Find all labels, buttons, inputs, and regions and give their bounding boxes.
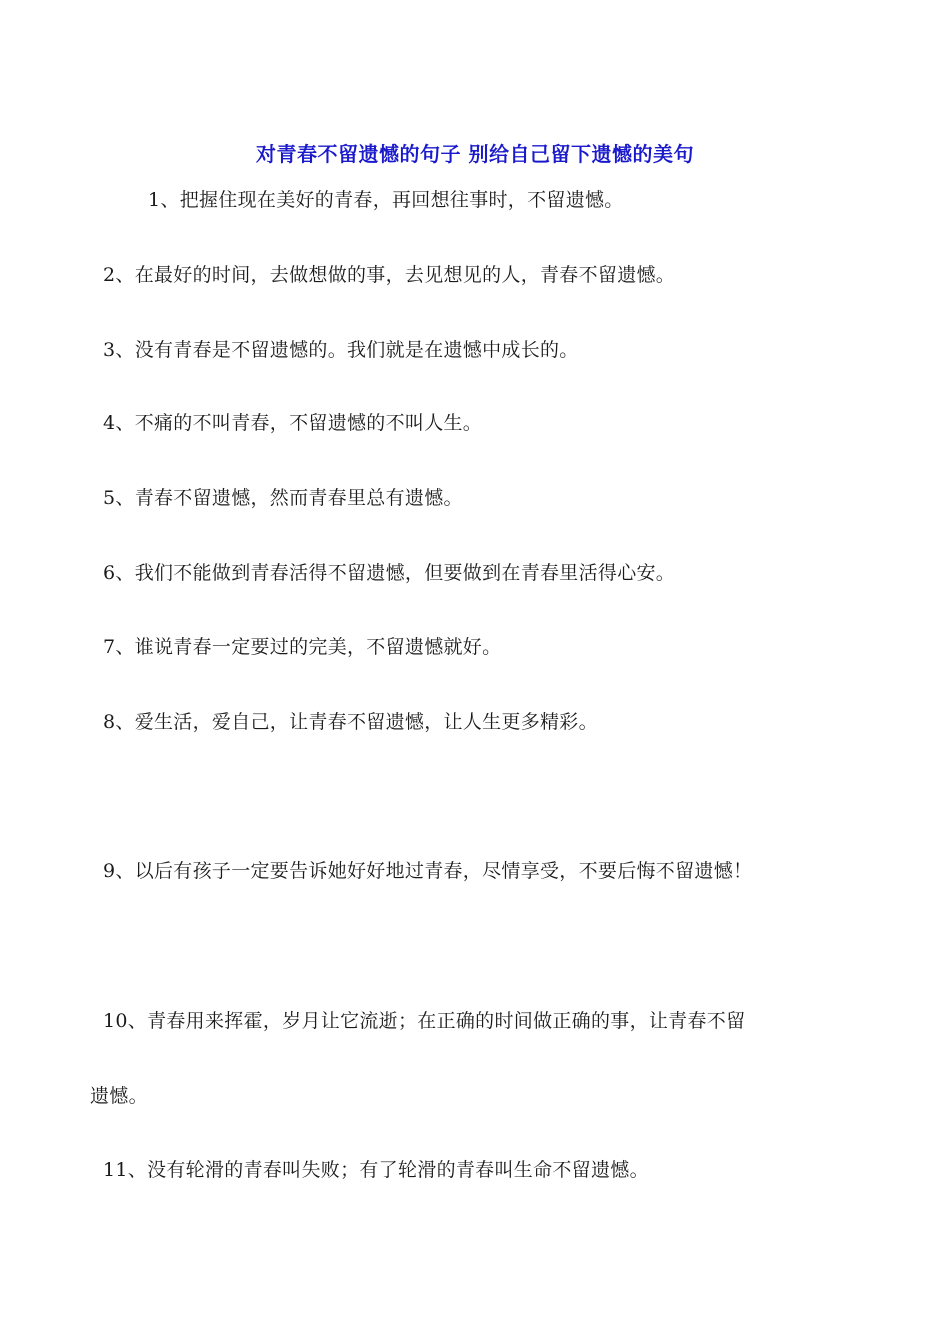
sentence-4: 4、不痛的不叫青春，不留遗憾的不叫人生。 — [103, 412, 483, 434]
sentence-11: 11、没有轮滑的青春叫失败；有了轮滑的青春叫生命不留遗憾。 — [103, 1159, 649, 1181]
sentence-10: 10、青春用来挥霍，岁月让它流逝；在正确的时间做正确的事，让青春不留 — [103, 1010, 746, 1032]
sentence-2: 2、在最好的时间，去做想做的事，去见想见的人，青春不留遗憾。 — [103, 264, 676, 286]
sentence-1: 1、把握住现在美好的青春，再回想往事时，不留遗憾。 — [148, 189, 624, 211]
sentence-5: 5、青春不留遗憾，然而青春里总有遗憾。 — [103, 487, 463, 509]
sentence-6: 6、我们不能做到青春活得不留遗憾，但要做到在青春里活得心安。 — [103, 562, 676, 584]
sentence-8: 8、爱生活，爱自己，让青春不留遗憾，让人生更多精彩。 — [103, 711, 598, 733]
sentence-3: 3、没有青春是不留遗憾的。我们就是在遗憾中成长的。 — [103, 339, 579, 361]
sentence-9: 9、以后有孩子一定要告诉她好好地过青春，尽情享受，不要后悔不留遗憾！ — [103, 860, 753, 882]
sentence-7: 7、谁说青春一定要过的完美，不留遗憾就好。 — [103, 636, 502, 658]
document-title: 对青春不留遗憾的句子 别给自己留下遗憾的美句 — [256, 142, 694, 166]
sentence-10-continued: 遗憾。 — [90, 1085, 148, 1107]
